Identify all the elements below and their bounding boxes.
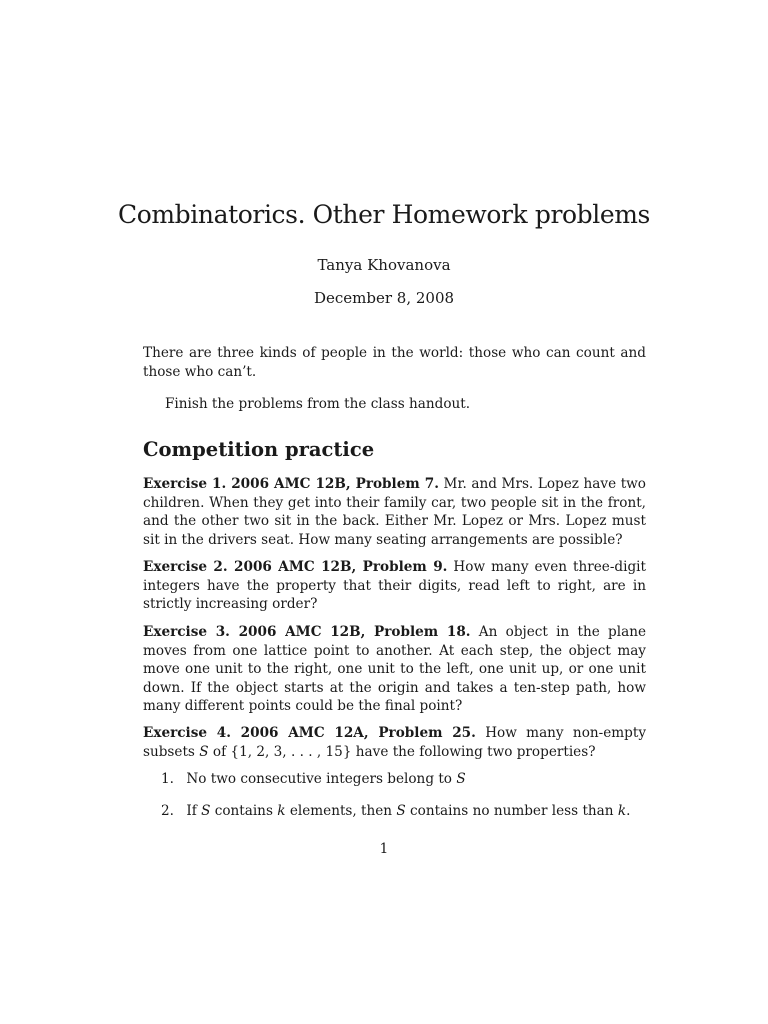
list-item <box>161 770 646 789</box>
exercise-4-var-s: S <box>199 743 209 760</box>
list-item-number: 1. <box>161 771 174 787</box>
intro-instruction: Finish the problems from the class handout. <box>165 396 471 412</box>
exercise-3 <box>143 623 646 716</box>
document-date: December 8, 2008 <box>313 289 455 307</box>
list-item-text: . <box>626 803 631 819</box>
list-item-var: k <box>617 803 627 819</box>
list-item-text: elements, then <box>289 803 393 819</box>
list-item-var: S <box>456 771 466 787</box>
exercise-4-text-part1: How many non-empty subsets <box>143 725 646 760</box>
exercise-2 <box>143 558 646 614</box>
exercise-4-label: Exercise 4. 2006 AMC 12A, Problem 25. <box>143 725 476 741</box>
exercise-4-text-part2: of {1, 2, 3, . . . , 15} have the following two properties? <box>212 743 596 760</box>
page-number: 1 <box>379 841 389 857</box>
list-item-var: S <box>201 803 211 819</box>
list-item-text: contains <box>214 803 273 819</box>
exercise-1-text: Mr. and Mrs. Lopez have two children. When they get into their family car, two people sit in the front, and the other two sit in the back. Either Mr. Lopez or Mrs. Lopez must sit in the drivers seat. How many seating arrangements are possible? <box>143 476 646 548</box>
list-item-number: 2. <box>161 803 174 819</box>
list-item <box>161 802 646 821</box>
exercise-2-text: How many even three-digit integers have the property that their digits, read left to right, are in strictly increasing order? <box>143 559 646 613</box>
exercise-4 <box>143 724 646 761</box>
exercise-2-label: Exercise 2. 2006 AMC 12B, Problem 9. <box>143 559 448 575</box>
document-title: Combinatorics. Other Homework problems <box>118 200 650 229</box>
list-item-text: No two consecutive integers belong to <box>186 771 452 787</box>
exercise-3-label: Exercise 3. 2006 AMC 12B, Problem 18. <box>143 624 471 640</box>
exercise-1 <box>143 475 646 549</box>
list-item-var: k <box>277 803 286 819</box>
document-author: Tanya Khovanova <box>317 256 451 274</box>
list-item-text: contains no number less than <box>410 803 614 819</box>
list-item-var: S <box>396 803 406 819</box>
section-heading: Competition practice <box>143 438 375 461</box>
list-item-text: If <box>186 803 197 819</box>
exercise-1-label: Exercise 1. 2006 AMC 12B, Problem 7. <box>143 476 439 492</box>
intro-quote: There are three kinds of people in the world: those who can count and those who can’t. <box>143 345 646 380</box>
exercise-3-text: An object in the plane moves from one lattice point to another. At each step, the object may move one unit to the right, one unit to the left, one unit up, or one unit down. If the object starts at the origin and takes a ten-step path, how many different points could be the final point? <box>143 624 647 715</box>
